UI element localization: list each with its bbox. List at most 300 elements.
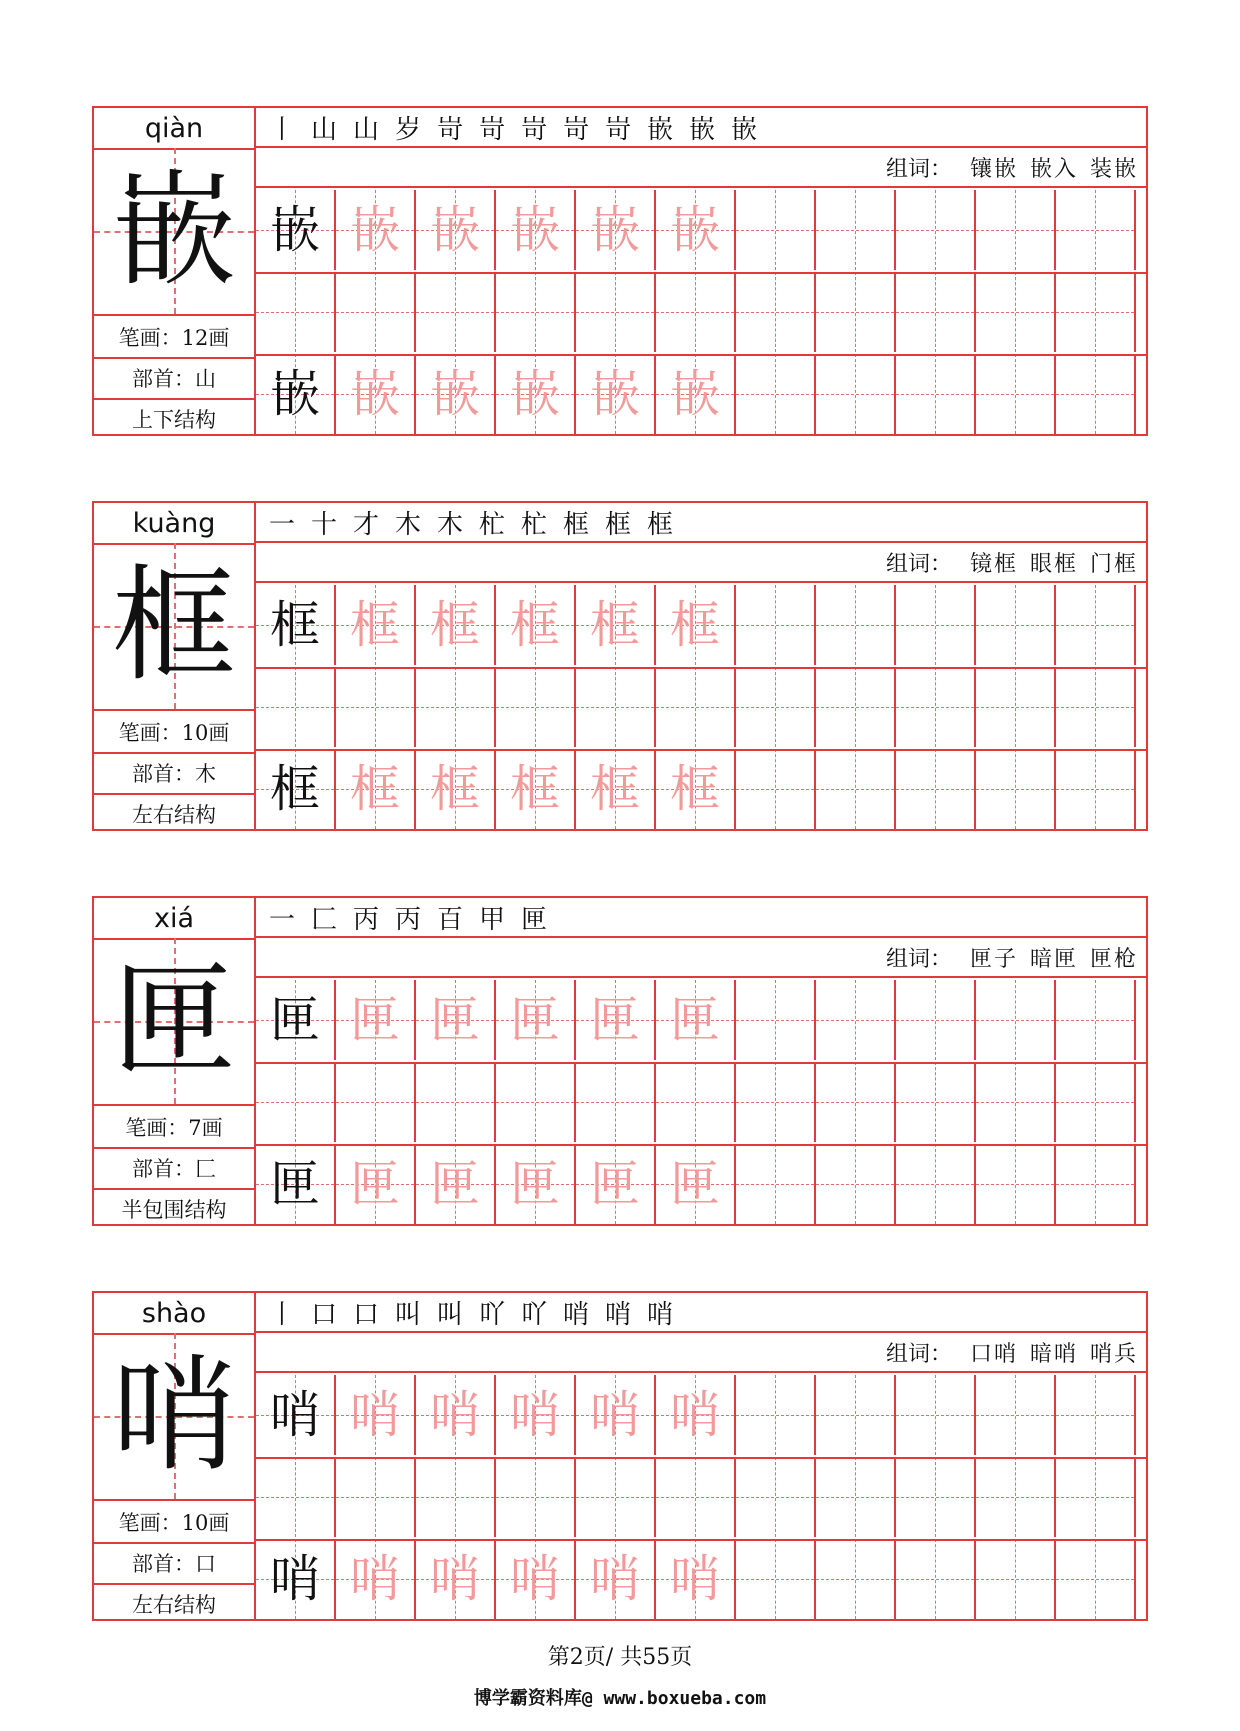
example-word: 哨兵 bbox=[1089, 1341, 1138, 1367]
practice-cell[interactable] bbox=[656, 272, 736, 352]
guide-line bbox=[695, 1062, 696, 1142]
stroke-step: 岢 bbox=[436, 114, 463, 145]
guide-line bbox=[935, 272, 936, 352]
guide-line bbox=[375, 1457, 376, 1537]
practice-cell[interactable] bbox=[576, 585, 656, 665]
practice-cell[interactable] bbox=[896, 272, 976, 352]
pinyin-label: xiá bbox=[94, 898, 254, 940]
practice-cell[interactable] bbox=[816, 667, 896, 747]
practice-cell[interactable] bbox=[736, 1375, 816, 1455]
practice-cell[interactable] bbox=[656, 190, 736, 270]
guide-line bbox=[775, 1375, 776, 1455]
practice-cell[interactable] bbox=[896, 1457, 976, 1537]
practice-cell[interactable] bbox=[336, 1457, 416, 1537]
guide-line bbox=[935, 1144, 936, 1224]
practice-cell[interactable] bbox=[256, 1539, 336, 1619]
guide-line bbox=[775, 1062, 776, 1142]
practice-panel bbox=[256, 108, 1146, 434]
practice-cell[interactable] bbox=[416, 667, 496, 747]
guide-line bbox=[1095, 272, 1096, 352]
guide-line bbox=[1095, 1062, 1096, 1142]
practice-cell[interactable] bbox=[1056, 1375, 1136, 1455]
model-character: 匣 bbox=[270, 991, 320, 1049]
practice-cell[interactable] bbox=[416, 1457, 496, 1537]
practice-cell[interactable] bbox=[656, 980, 736, 1060]
practice-cell[interactable] bbox=[576, 354, 656, 434]
grid-divider bbox=[256, 272, 1146, 274]
practice-cell[interactable] bbox=[496, 272, 576, 352]
practice-cell[interactable] bbox=[496, 1062, 576, 1142]
big-character: 框 bbox=[111, 554, 236, 698]
guide-line bbox=[615, 667, 616, 747]
big-character: 匣 bbox=[111, 949, 236, 1093]
example-word: 眼框 bbox=[1029, 551, 1078, 577]
guide-line bbox=[535, 1062, 536, 1142]
trace-character: 嵌 bbox=[670, 201, 720, 259]
guide-line bbox=[1015, 667, 1016, 747]
radical-label: 部首：山 bbox=[94, 357, 254, 400]
practice-cell[interactable] bbox=[496, 1144, 576, 1224]
practice-cell[interactable] bbox=[816, 190, 896, 270]
example-word: 镜框 bbox=[969, 551, 1018, 577]
practice-cell[interactable] bbox=[496, 1457, 576, 1537]
practice-cell[interactable] bbox=[816, 980, 896, 1060]
practice-cell[interactable] bbox=[896, 585, 976, 665]
stroke-step: 吖 bbox=[478, 1299, 505, 1330]
practice-cell[interactable] bbox=[576, 980, 656, 1060]
practice-cell[interactable] bbox=[256, 667, 336, 747]
trace-character: 框 bbox=[510, 760, 560, 818]
guide-line bbox=[855, 585, 856, 665]
practice-cell[interactable] bbox=[656, 585, 736, 665]
practice-cell[interactable] bbox=[976, 1144, 1056, 1224]
practice-cell[interactable] bbox=[656, 749, 736, 829]
practice-cell[interactable] bbox=[976, 1375, 1056, 1455]
stroke-order-row bbox=[256, 108, 1146, 148]
grid-divider bbox=[256, 1539, 1146, 1541]
practice-cell[interactable] bbox=[976, 1457, 1056, 1537]
practice-cell[interactable] bbox=[736, 585, 816, 665]
stroke-step: 丙 bbox=[394, 904, 421, 935]
stroke-step: 岢 bbox=[478, 114, 505, 145]
practice-cell[interactable] bbox=[736, 1457, 816, 1537]
guide-line bbox=[1015, 354, 1016, 434]
trace-character: 框 bbox=[350, 760, 400, 818]
practice-cell[interactable] bbox=[816, 585, 896, 665]
practice-cell[interactable] bbox=[496, 980, 576, 1060]
guide-line bbox=[1095, 749, 1096, 829]
guide-line bbox=[775, 190, 776, 270]
practice-cell[interactable] bbox=[896, 1375, 976, 1455]
practice-cell[interactable] bbox=[496, 1375, 576, 1455]
practice-cell[interactable] bbox=[416, 1144, 496, 1224]
example-word: 镶嵌 bbox=[969, 156, 1018, 182]
practice-cell[interactable] bbox=[656, 1144, 736, 1224]
guide-line bbox=[935, 667, 936, 747]
practice-cell[interactable] bbox=[736, 667, 816, 747]
trace-character: 哨 bbox=[670, 1386, 720, 1444]
guide-line bbox=[855, 1062, 856, 1142]
practice-cell[interactable] bbox=[496, 190, 576, 270]
practice-cell[interactable] bbox=[576, 1144, 656, 1224]
practice-cell[interactable] bbox=[416, 1539, 496, 1619]
practice-cell[interactable] bbox=[896, 1539, 976, 1619]
practice-cell[interactable] bbox=[896, 1144, 976, 1224]
practice-cell[interactable] bbox=[256, 980, 336, 1060]
guide-line bbox=[375, 272, 376, 352]
stroke-step: 丙 bbox=[352, 904, 379, 935]
model-character: 框 bbox=[270, 596, 320, 654]
stroke-step: 匚 bbox=[310, 904, 337, 935]
guide-line bbox=[295, 667, 296, 747]
practice-cell[interactable] bbox=[576, 667, 656, 747]
practice-cell[interactable] bbox=[336, 354, 416, 434]
practice-cell[interactable] bbox=[736, 1144, 816, 1224]
practice-cell[interactable] bbox=[576, 1062, 656, 1142]
trace-character: 嵌 bbox=[590, 201, 640, 259]
practice-cell[interactable] bbox=[656, 1375, 736, 1455]
guide-line bbox=[855, 1539, 856, 1619]
stroke-step: 匣 bbox=[520, 904, 547, 935]
practice-cell[interactable] bbox=[816, 354, 896, 434]
practice-cell[interactable] bbox=[896, 354, 976, 434]
stroke-step: 一 bbox=[268, 509, 295, 540]
practice-cell[interactable] bbox=[256, 190, 336, 270]
stroke-step: 哨 bbox=[604, 1299, 631, 1330]
guide-line bbox=[1015, 749, 1016, 829]
trace-character: 哨 bbox=[510, 1550, 560, 1608]
practice-cell[interactable] bbox=[416, 354, 496, 434]
stroke-step: 山 bbox=[310, 114, 337, 145]
word-examples bbox=[256, 543, 1146, 583]
guide-line bbox=[935, 749, 936, 829]
practice-cell[interactable] bbox=[336, 1062, 416, 1142]
practice-cell[interactable] bbox=[416, 272, 496, 352]
site-credit: 博学霸资料库@ www.boxueba.com bbox=[473, 1688, 767, 1709]
practice-cell[interactable] bbox=[256, 1144, 336, 1224]
practice-cell[interactable] bbox=[896, 1062, 976, 1142]
trace-character: 哨 bbox=[430, 1386, 480, 1444]
practice-cell[interactable] bbox=[496, 585, 576, 665]
character-sheet bbox=[92, 501, 1148, 831]
stroke-step: 才 bbox=[352, 509, 379, 540]
trace-character: 匣 bbox=[430, 991, 480, 1049]
practice-cell[interactable] bbox=[256, 354, 336, 434]
example-word: 装嵌 bbox=[1089, 156, 1138, 182]
practice-cell[interactable] bbox=[576, 1457, 656, 1537]
trace-character: 哨 bbox=[430, 1550, 480, 1608]
model-character: 匣 bbox=[270, 1155, 320, 1213]
guide-line bbox=[295, 1457, 296, 1537]
practice-cell[interactable] bbox=[976, 1539, 1056, 1619]
practice-cell[interactable] bbox=[1056, 980, 1136, 1060]
guide-line bbox=[535, 272, 536, 352]
guide-line bbox=[455, 667, 456, 747]
practice-cell[interactable] bbox=[656, 1539, 736, 1619]
practice-cell[interactable] bbox=[816, 749, 896, 829]
guide-line bbox=[1095, 354, 1096, 434]
practice-cell[interactable] bbox=[336, 190, 416, 270]
practice-panel bbox=[256, 503, 1146, 829]
stroke-order-row bbox=[256, 1293, 1146, 1333]
trace-character: 匣 bbox=[510, 1155, 560, 1213]
trace-character: 框 bbox=[670, 760, 720, 818]
trace-character: 嵌 bbox=[430, 365, 480, 423]
practice-cell[interactable] bbox=[816, 1539, 896, 1619]
trace-character: 哨 bbox=[590, 1550, 640, 1608]
guide-line bbox=[295, 272, 296, 352]
practice-cell[interactable] bbox=[336, 272, 416, 352]
trace-character: 嵌 bbox=[510, 365, 560, 423]
practice-cell[interactable] bbox=[336, 585, 416, 665]
stroke-step: 甲 bbox=[478, 904, 505, 935]
guide-line bbox=[695, 1457, 696, 1537]
practice-cell[interactable] bbox=[336, 749, 416, 829]
practice-cell[interactable] bbox=[336, 1375, 416, 1455]
trace-character: 框 bbox=[430, 760, 480, 818]
guide-line bbox=[775, 585, 776, 665]
practice-cell[interactable] bbox=[656, 1457, 736, 1537]
practice-cell[interactable] bbox=[1056, 749, 1136, 829]
radical-label: 部首：匚 bbox=[94, 1147, 254, 1190]
practice-cell[interactable] bbox=[576, 749, 656, 829]
stroke-step: 木 bbox=[394, 509, 421, 540]
practice-cell[interactable] bbox=[896, 190, 976, 270]
trace-character: 匣 bbox=[590, 1155, 640, 1213]
practice-cell[interactable] bbox=[816, 1457, 896, 1537]
practice-cell[interactable] bbox=[816, 272, 896, 352]
trace-character: 匣 bbox=[590, 991, 640, 1049]
character-sheet bbox=[92, 1291, 1148, 1621]
practice-cell[interactable] bbox=[1056, 354, 1136, 434]
practice-cell[interactable] bbox=[256, 272, 336, 352]
stroke-step: 叫 bbox=[394, 1299, 421, 1330]
trace-character: 匣 bbox=[430, 1155, 480, 1213]
example-word: 匣子 bbox=[969, 946, 1018, 972]
guide-line bbox=[855, 354, 856, 434]
guide-line bbox=[1015, 272, 1016, 352]
character-info-panel bbox=[94, 898, 256, 1224]
character-info-panel bbox=[94, 108, 256, 434]
practice-cell[interactable] bbox=[976, 1062, 1056, 1142]
guide-line bbox=[1015, 1062, 1016, 1142]
practice-cell[interactable] bbox=[656, 1062, 736, 1142]
guide-line bbox=[695, 272, 696, 352]
guide-line bbox=[775, 980, 776, 1060]
pinyin-label: qiàn bbox=[94, 108, 254, 150]
trace-character: 嵌 bbox=[590, 365, 640, 423]
trace-character: 哨 bbox=[350, 1386, 400, 1444]
practice-cell[interactable] bbox=[656, 667, 736, 747]
pinyin-label: shào bbox=[94, 1293, 254, 1335]
practice-cell[interactable] bbox=[736, 980, 816, 1060]
practice-cell[interactable] bbox=[416, 190, 496, 270]
word-examples bbox=[256, 1333, 1146, 1373]
word-examples bbox=[256, 148, 1146, 188]
trace-character: 嵌 bbox=[350, 365, 400, 423]
radical-label: 部首：木 bbox=[94, 752, 254, 795]
guide-line bbox=[455, 1457, 456, 1537]
practice-cell[interactable] bbox=[1056, 585, 1136, 665]
guide-line bbox=[535, 667, 536, 747]
big-character: 嵌 bbox=[111, 159, 236, 303]
stroke-step: 丨 bbox=[268, 114, 295, 145]
guide-line bbox=[775, 1144, 776, 1224]
example-word: 匣枪 bbox=[1089, 946, 1138, 972]
practice-cell[interactable] bbox=[1056, 667, 1136, 747]
guide-line bbox=[935, 1539, 936, 1619]
practice-cell[interactable] bbox=[256, 1062, 336, 1142]
practice-cell[interactable] bbox=[736, 749, 816, 829]
practice-cell[interactable] bbox=[816, 1062, 896, 1142]
guide-line bbox=[855, 190, 856, 270]
guide-line bbox=[535, 1457, 536, 1537]
practice-cell[interactable] bbox=[576, 1375, 656, 1455]
trace-character: 框 bbox=[670, 596, 720, 654]
guide-line bbox=[935, 1062, 936, 1142]
practice-cell[interactable] bbox=[256, 585, 336, 665]
practice-cell[interactable] bbox=[416, 749, 496, 829]
trace-character: 框 bbox=[350, 596, 400, 654]
strokes-count-label: 笔画：7画 bbox=[94, 1106, 254, 1149]
stroke-step: 口 bbox=[310, 1299, 337, 1330]
guide-line bbox=[935, 980, 936, 1060]
practice-cell[interactable] bbox=[576, 190, 656, 270]
practice-cell[interactable] bbox=[1056, 1457, 1136, 1537]
practice-cell[interactable] bbox=[976, 667, 1056, 747]
words-label: 组词： bbox=[885, 156, 952, 182]
practice-cell[interactable] bbox=[336, 980, 416, 1060]
practice-cell[interactable] bbox=[256, 749, 336, 829]
stroke-step: 哨 bbox=[646, 1299, 673, 1330]
stroke-step: 山 bbox=[352, 114, 379, 145]
stroke-step: 框 bbox=[562, 509, 589, 540]
model-character: 嵌 bbox=[270, 365, 320, 423]
practice-cell[interactable] bbox=[256, 1375, 336, 1455]
guide-line bbox=[855, 980, 856, 1060]
practice-cell[interactable] bbox=[576, 272, 656, 352]
trace-character: 匣 bbox=[350, 991, 400, 1049]
practice-cell[interactable] bbox=[1056, 1062, 1136, 1142]
guide-line bbox=[935, 354, 936, 434]
practice-cell[interactable] bbox=[976, 354, 1056, 434]
stroke-step: 十 bbox=[310, 509, 337, 540]
guide-line bbox=[855, 1375, 856, 1455]
guide-line bbox=[1015, 1457, 1016, 1537]
stroke-step: 岢 bbox=[604, 114, 631, 145]
practice-cell[interactable] bbox=[576, 1539, 656, 1619]
guide-line bbox=[855, 1457, 856, 1537]
practice-cell[interactable] bbox=[336, 667, 416, 747]
practice-cell[interactable] bbox=[976, 585, 1056, 665]
stroke-step: 口 bbox=[352, 1299, 379, 1330]
grid-divider bbox=[256, 749, 1146, 751]
practice-cell[interactable] bbox=[336, 1144, 416, 1224]
practice-cell[interactable] bbox=[896, 749, 976, 829]
practice-cell[interactable] bbox=[736, 1062, 816, 1142]
practice-cell[interactable] bbox=[736, 190, 816, 270]
practice-cell[interactable] bbox=[1056, 1144, 1136, 1224]
practice-cell[interactable] bbox=[896, 980, 976, 1060]
character-info-panel bbox=[94, 503, 256, 829]
words-label: 组词： bbox=[885, 551, 952, 577]
practice-cell[interactable] bbox=[1056, 1539, 1136, 1619]
words-label: 组词： bbox=[885, 946, 952, 972]
practice-cell[interactable] bbox=[496, 667, 576, 747]
practice-cell[interactable] bbox=[976, 272, 1056, 352]
guide-line bbox=[615, 1062, 616, 1142]
character-sheet bbox=[92, 106, 1148, 436]
guide-line bbox=[775, 749, 776, 829]
practice-cell[interactable] bbox=[976, 749, 1056, 829]
practice-cell[interactable] bbox=[496, 354, 576, 434]
big-character: 哨 bbox=[111, 1344, 236, 1488]
practice-cell[interactable] bbox=[416, 585, 496, 665]
practice-cell[interactable] bbox=[336, 1539, 416, 1619]
practice-cell[interactable] bbox=[896, 667, 976, 747]
trace-character: 匣 bbox=[670, 1155, 720, 1213]
practice-cell[interactable] bbox=[416, 980, 496, 1060]
practice-cell[interactable] bbox=[816, 1144, 896, 1224]
practice-cell[interactable] bbox=[736, 272, 816, 352]
practice-cell[interactable] bbox=[1056, 272, 1136, 352]
guide-line bbox=[295, 1062, 296, 1142]
strokes-count-label: 笔画：10画 bbox=[94, 1501, 254, 1544]
stroke-order-row bbox=[256, 503, 1146, 543]
guide-line bbox=[1095, 667, 1096, 747]
guide-line bbox=[455, 272, 456, 352]
example-word: 口哨 bbox=[969, 1341, 1018, 1367]
stroke-step: 丨 bbox=[268, 1299, 295, 1330]
words-label: 组词： bbox=[885, 1341, 952, 1367]
practice-cell[interactable] bbox=[416, 1062, 496, 1142]
trace-character: 哨 bbox=[670, 1550, 720, 1608]
practice-cell[interactable] bbox=[976, 190, 1056, 270]
stroke-step: 吖 bbox=[520, 1299, 547, 1330]
guide-line bbox=[1095, 1144, 1096, 1224]
guide-line bbox=[1095, 1375, 1096, 1455]
practice-cell[interactable] bbox=[1056, 190, 1136, 270]
guide-line bbox=[935, 190, 936, 270]
example-word: 暗匣 bbox=[1029, 946, 1078, 972]
practice-cell[interactable] bbox=[656, 354, 736, 434]
practice-cell[interactable] bbox=[816, 1375, 896, 1455]
guide-line bbox=[775, 1539, 776, 1619]
practice-cell[interactable] bbox=[736, 1539, 816, 1619]
practice-cell[interactable] bbox=[496, 749, 576, 829]
guide-line bbox=[855, 667, 856, 747]
structure-label: 左右结构 bbox=[132, 802, 216, 827]
guide-line bbox=[615, 272, 616, 352]
stroke-step: 嵌 bbox=[688, 114, 715, 145]
guide-line bbox=[775, 1457, 776, 1537]
practice-cell[interactable] bbox=[416, 1375, 496, 1455]
guide-line bbox=[1095, 585, 1096, 665]
practice-cell[interactable] bbox=[496, 1539, 576, 1619]
trace-character: 嵌 bbox=[430, 201, 480, 259]
pinyin-label: kuàng bbox=[94, 503, 254, 545]
practice-cell[interactable] bbox=[736, 354, 816, 434]
grid-divider bbox=[256, 1457, 1146, 1459]
stroke-order-row bbox=[256, 898, 1146, 938]
guide-line bbox=[1095, 980, 1096, 1060]
stroke-step: 一 bbox=[268, 904, 295, 935]
guide-line bbox=[1015, 585, 1016, 665]
practice-cell[interactable] bbox=[256, 1457, 336, 1537]
practice-cell[interactable] bbox=[976, 980, 1056, 1060]
big-character-box bbox=[94, 1333, 254, 1501]
stroke-step: 嵌 bbox=[646, 114, 673, 145]
